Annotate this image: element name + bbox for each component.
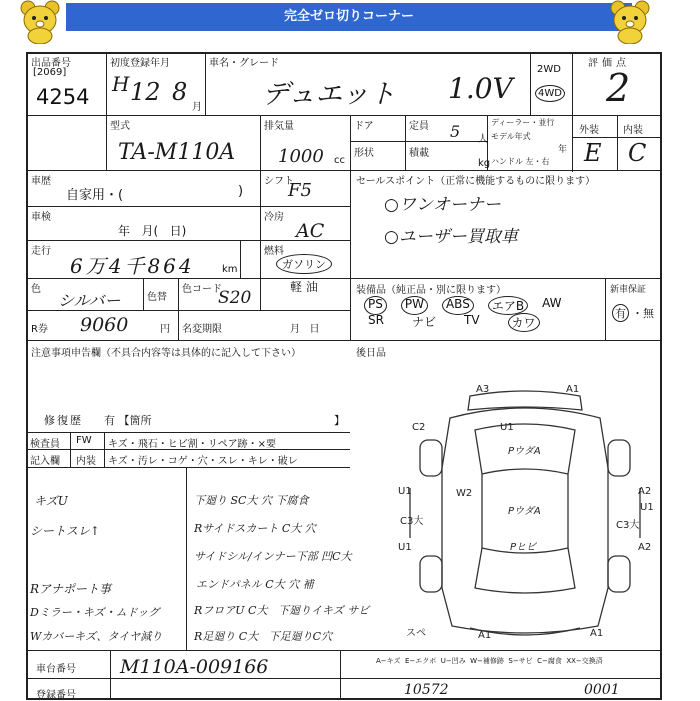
- car-name-label: 車名・グレード: [209, 58, 279, 69]
- displacement: 1000: [278, 146, 324, 167]
- fuel-label: 燃料: [264, 246, 284, 257]
- diag-a1-bottom: A1: [478, 630, 492, 641]
- model-year-label: モデル年式: [491, 132, 531, 141]
- km-unit: km: [222, 264, 238, 275]
- comment-right-4: エンドパネル C大 穴 補: [196, 578, 314, 591]
- reg-year: 12: [130, 78, 161, 106]
- dealer-label: ディーラー・並行: [491, 118, 555, 127]
- reg-month: 8: [172, 78, 188, 106]
- banner: [66, 3, 632, 31]
- diag-u1-left2: U1: [398, 542, 412, 553]
- model-label: 型式: [110, 121, 130, 132]
- inspector-label: 検査員: [30, 439, 60, 450]
- ext-label: 外装: [579, 125, 599, 136]
- sales-point-2: ○ユーザー買取車: [384, 227, 518, 247]
- new-warranty-no: ・無: [632, 307, 654, 320]
- comment-right-5: RフロアU C大 下廻りイキズ サビ: [194, 604, 370, 617]
- comment-left-2: シートスレ↑: [30, 524, 100, 538]
- color-label: 色: [31, 284, 41, 295]
- cc-unit: cc: [334, 155, 345, 166]
- color-code: S20: [218, 288, 252, 308]
- car-grade: 1.0V: [448, 72, 513, 105]
- month-unit: 月: [192, 102, 202, 113]
- model-code: TA-M110A: [118, 140, 236, 165]
- color: シルバー: [58, 291, 121, 310]
- car-name: デュエット: [262, 79, 396, 110]
- chassis-number: M110A-009166: [120, 656, 269, 678]
- equip-sr: SR: [368, 313, 384, 327]
- recycle-label: R券: [31, 324, 48, 335]
- era: H: [112, 72, 130, 96]
- diag-c3-right: C3大: [616, 520, 640, 531]
- yen-unit: 円: [160, 324, 170, 335]
- repair-value: 有 【箇所: [104, 414, 152, 427]
- lot-label: 出品番号: [31, 58, 71, 69]
- equip-ps: PS: [364, 296, 387, 315]
- sales-point-1: ○ワンオーナー: [384, 195, 501, 215]
- recycle-amount: 9060: [80, 314, 129, 336]
- diag-w2: W2: [456, 488, 473, 499]
- rename-unit: 月 日: [290, 324, 320, 335]
- equip-tv: TV: [463, 313, 480, 327]
- category: 自家用・(: [66, 188, 124, 203]
- first-reg-label: 初度登録年月: [110, 58, 170, 69]
- diag-crack: Pヒビ: [510, 542, 537, 553]
- kg-unit: kg: [478, 158, 491, 169]
- new-warranty-yes: 有: [612, 304, 629, 322]
- diag-a2-right2: A2: [638, 542, 652, 553]
- shift-label: シフト: [264, 176, 294, 187]
- diag-a1-bottom2: A1: [590, 628, 604, 639]
- diag-pa-top: PウダA: [508, 446, 541, 457]
- diag-a3: A3: [476, 384, 490, 395]
- bear-mascot-icon: [606, 0, 654, 44]
- drive-4wd: 4WD: [535, 85, 565, 102]
- score-label: 評価点: [588, 58, 630, 69]
- int-items: キズ・汚レ・コゲ・穴・スレ・キレ・破レ: [108, 456, 298, 467]
- repair-label: 修復歴: [44, 414, 83, 427]
- damage-legend: A−キズ E−エクボ U−凹み W−補修跡 S−サビ C−腐食 XX−交換済: [376, 657, 603, 665]
- shape-label: 形状: [354, 148, 374, 159]
- ac: AC: [296, 220, 325, 242]
- handle-label: ハンドル 左・右: [491, 157, 550, 166]
- comment-left-1: キズU: [34, 494, 68, 508]
- diag-u1-left: U1: [398, 486, 412, 497]
- banner-title: 完全ゼロ切りコーナー: [283, 9, 414, 24]
- mileage-label: 走行: [31, 246, 51, 257]
- color-code-label: 色コード: [182, 284, 222, 295]
- notes-label: 注意事項申告欄（不具合内容等は具体的に記入して下さい）: [31, 348, 301, 359]
- int-items-label: 内装: [76, 456, 96, 467]
- color-no-label: 色替: [147, 292, 167, 303]
- equip-abs: ABS: [442, 296, 474, 315]
- comment-right-6: R足廻り C大 下足廻りC穴: [194, 630, 333, 643]
- recorder-label: 記入欄: [30, 456, 60, 467]
- fw-items: キズ・飛石・ヒビ割・リペア跡・×要: [108, 439, 276, 450]
- int-grade: C: [628, 139, 647, 167]
- lot-code: [2069]: [33, 67, 67, 78]
- diag-u1-right: U1: [640, 502, 654, 513]
- rename-label: 名変期限: [182, 324, 222, 335]
- new-warranty-label: 新車保証: [610, 285, 647, 295]
- rear-seat-label: 後日品: [356, 348, 386, 359]
- reg-label: 登録番号: [36, 690, 76, 701]
- equip-airbag: エアB: [488, 296, 528, 315]
- score: 2: [606, 66, 631, 110]
- equip-navi: ナビ: [411, 315, 436, 329]
- comment-left-3: Rアナポート事: [30, 582, 112, 596]
- diag-a1-top: A1: [566, 384, 580, 395]
- category-label: 車歴: [31, 176, 51, 187]
- equipment-row-2: [368, 313, 540, 332]
- inspection-date: 年 月( 日): [118, 224, 187, 238]
- comment-right-2: Rサイドスカート C大 穴: [194, 522, 316, 535]
- person-unit: 人: [478, 134, 488, 145]
- fuel-diesel: 軽 油: [290, 280, 318, 294]
- comment-left-5: Wカバーキズ、タイヤ減り: [30, 630, 163, 643]
- equip-kawa: カワ: [508, 313, 540, 332]
- car-damage-diagram: [390, 378, 660, 648]
- capacity: 5: [450, 122, 461, 141]
- load-label: 積載: [409, 148, 429, 159]
- comment-left-4: Dミラー・キズ・ムドッグ: [30, 606, 160, 619]
- equip-aw: AW: [542, 296, 562, 310]
- equipment-label: 装備品（純正品・別に限ります）: [356, 285, 506, 296]
- ext-grade: E: [584, 139, 602, 167]
- bear-mascot-icon: [16, 0, 64, 44]
- diag-c3-left: C3大: [400, 516, 424, 527]
- repair-close: 】: [334, 414, 345, 427]
- mileage: 6万4千864: [70, 254, 195, 278]
- fuel-gasoline: ガソリン: [276, 254, 332, 274]
- sales-label: セールスポイント（正常に機能するものに限ります）: [356, 176, 596, 187]
- chassis-label: 車台番号: [36, 664, 76, 675]
- footer-value-1: 10572: [404, 682, 449, 698]
- footer-value-2: 0001: [584, 682, 620, 698]
- drive-2wd: 2WD: [537, 64, 561, 75]
- diag-c2: C2: [412, 422, 426, 433]
- int-label: 内装: [623, 125, 643, 136]
- diag-u1-top: U1: [500, 422, 514, 433]
- fw-label: FW: [76, 435, 92, 446]
- diag-a2-right: A2: [638, 486, 652, 497]
- door-label: ドア: [354, 121, 374, 132]
- lot-number: 4254: [36, 85, 90, 109]
- comment-right-3: サイドシル/インナー下部 凹C大: [194, 550, 352, 563]
- displacement-label: 排気量: [264, 121, 294, 132]
- diag-pa-center: PウダA: [508, 506, 541, 517]
- ac-label: 冷房: [264, 212, 284, 223]
- capacity-label: 定員: [409, 121, 429, 132]
- shift: F5: [288, 180, 312, 201]
- inspection-label: 車検: [31, 212, 51, 223]
- comment-right-1: 下廻り SC大 穴 下腐食: [194, 494, 309, 507]
- equip-pw: PW: [401, 296, 428, 315]
- year-suffix: 年: [558, 145, 568, 155]
- diag-spare: スペ: [406, 628, 426, 639]
